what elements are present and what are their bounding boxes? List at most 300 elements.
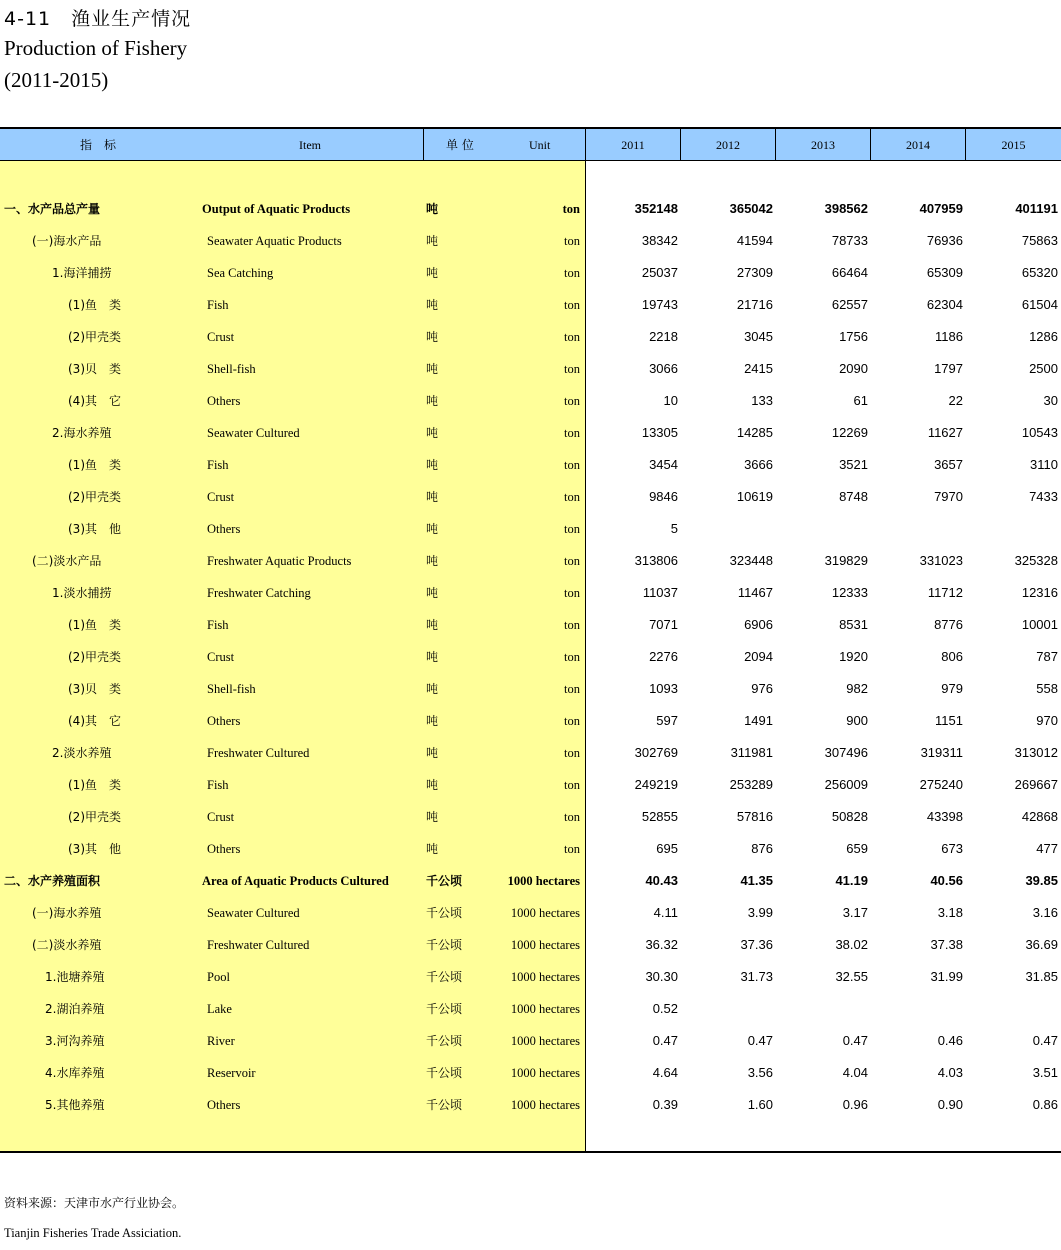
row-label-cn: 二、水产养殖面积 [4,874,101,888]
table-title-years: (2011-2015) [4,68,109,92]
header-indicator-cn: 指 标 [80,138,117,152]
row-label-en: Freshwater Cultured [207,746,310,760]
row-unit-en: ton [564,842,580,856]
value-2012: 1491 [744,713,773,728]
table-row [0,257,1061,289]
value-2013: 12269 [831,425,868,440]
value-2014: 65309 [926,265,963,280]
value-2015: 477 [1036,841,1058,856]
value-2012 [713,513,773,545]
value-2015: 1286 [1029,329,1058,344]
value-2014: 31.99 [930,969,963,984]
row-label-cn: (2)甲壳类 [68,490,121,504]
value-2015 [998,993,1058,1025]
table-row [0,193,1061,225]
row-label-cn: 1.池塘养殖 [45,970,105,984]
row-unit-en: ton [564,490,580,504]
row-unit-cn: 千公顷 [426,906,463,920]
value-2013: 61 [853,393,868,408]
value-2012: 10619 [736,489,773,504]
row-label-en: Crust [207,330,235,344]
row-unit-en: ton [564,714,580,728]
table-header [0,127,1061,161]
value-2011: 52855 [641,809,678,824]
row-unit-en: ton [564,778,580,792]
table-row [0,673,1061,705]
row-unit-cn: 吨 [426,650,439,664]
table-row [0,961,1061,993]
table-row [0,417,1061,449]
value-2011: 30.30 [645,969,678,984]
value-2015: 36.69 [1025,937,1058,952]
row-unit-en: 1000 hectares [510,1034,580,1048]
value-2014: 7970 [934,489,963,504]
row-unit-cn: 吨 [426,554,439,568]
value-2013: 66464 [831,265,868,280]
value-2014: 8776 [934,617,963,632]
value-2012: 976 [751,681,773,696]
row-label-cn: (二)淡水养殖 [32,938,102,952]
table-body [0,193,1061,1121]
value-2014: 331023 [919,553,963,568]
row-label-en: Seawater Aquatic Products [207,234,342,248]
value-2013 [808,513,868,545]
row-label-en: Seawater Cultured [207,426,300,440]
value-2013: 32.55 [835,969,868,984]
table-row [0,1025,1061,1057]
row-label-en: Area of Aquatic Products Cultured [202,874,389,888]
row-label-cn: (4)其 它 [68,714,121,728]
row-unit-en: 1000 hectares [510,1002,580,1016]
value-2015: 401191 [1015,201,1058,216]
row-label-cn: (2)甲壳类 [68,650,121,664]
row-unit-cn: 千公顷 [426,874,463,888]
value-2013: 0.96 [842,1097,868,1112]
row-unit-cn: 千公顷 [426,1034,463,1048]
row-label-cn: 4.水库养殖 [45,1066,105,1080]
row-label-cn: (1)鱼 类 [68,618,121,632]
header-year-2014: 2014 [870,129,965,160]
value-2011: 0.52 [652,1001,678,1016]
value-2011: 302769 [634,745,678,760]
value-2014: 806 [941,649,963,664]
value-2015: 10543 [1021,425,1058,440]
value-2015: 31.85 [1025,969,1058,984]
row-unit-en: ton [564,586,580,600]
value-2012: 133 [751,393,773,408]
value-2013: 2090 [839,361,868,376]
row-label-cn: (2)甲壳类 [68,810,121,824]
value-2013 [808,993,868,1025]
row-label-en: Others [207,1098,241,1112]
value-2015: 39.85 [1025,873,1058,888]
row-unit-en: ton [564,394,580,408]
value-2015: 7433 [1029,489,1058,504]
row-unit-cn: 吨 [426,522,439,536]
value-2014: 319311 [920,745,963,760]
value-2012: 1.60 [747,1097,773,1112]
value-2011: 1093 [649,681,678,696]
value-2011: 11037 [642,585,678,600]
value-2014: 275240 [919,777,963,792]
value-2011: 10 [663,393,678,408]
value-2012: 3.99 [747,905,773,920]
value-2011: 4.11 [653,905,678,920]
row-unit-cn: 吨 [426,842,439,856]
value-2011: 19743 [641,297,678,312]
value-2012: 3045 [744,329,773,344]
table-row [0,513,1061,545]
value-2014: 43398 [926,809,963,824]
header-year-2012: 2012 [680,129,775,160]
row-unit-en: ton [564,682,580,696]
value-2012: 323448 [729,553,773,568]
value-2013: 319829 [824,553,868,568]
value-2014: 76936 [926,233,963,248]
header-year-2013: 2013 [775,129,870,160]
value-2015: 30 [1043,393,1058,408]
value-2013: 982 [846,681,868,696]
row-label-en: Others [207,842,241,856]
row-label-cn: (一)海水产品 [32,234,102,248]
value-2015: 3110 [1030,457,1058,472]
value-2013: 1756 [839,329,868,344]
row-unit-cn: 吨 [426,362,439,376]
value-2011: 25037 [641,265,678,280]
header-item-en: Item [299,138,321,152]
value-2012: 31.73 [740,969,773,984]
row-label-cn: (3)其 他 [68,522,121,536]
value-2015: 42868 [1021,809,1058,824]
table-row [0,737,1061,769]
row-unit-en: ton [564,746,580,760]
row-label-en: Crust [207,490,235,504]
row-unit-en: ton [564,330,580,344]
value-2011: 5 [670,521,678,536]
table-row [0,641,1061,673]
value-2012: 3.56 [747,1065,773,1080]
row-label-cn: (4)其 它 [68,394,121,408]
row-unit-cn: 吨 [426,458,439,472]
row-label-en: Reservoir [207,1066,256,1080]
value-2015 [998,513,1058,545]
value-2013: 62557 [831,297,868,312]
value-2014: 1186 [935,329,963,344]
value-2012: 3666 [744,457,773,472]
row-label-en: Fish [207,458,229,472]
value-2014: 37.38 [930,937,963,952]
table-row [0,1057,1061,1089]
value-2015: 0.86 [1032,1097,1058,1112]
row-label-en: Shell-fish [207,682,256,696]
value-2012: 2094 [744,649,773,664]
value-2011: 352148 [634,201,678,216]
row-label-cn: (一)海水养殖 [32,906,102,920]
row-unit-en: 1000 hectares [507,874,580,888]
value-2011: 38342 [641,233,678,248]
value-2014: 4.03 [937,1065,963,1080]
row-label-cn: (2)甲壳类 [68,330,121,344]
value-2011: 0.39 [652,1097,678,1112]
value-2011: 4.64 [652,1065,678,1080]
row-label-en: Fish [207,778,229,792]
value-2013: 12333 [831,585,868,600]
row-label-en: Others [207,394,241,408]
row-unit-cn: 千公顷 [426,1066,463,1080]
value-2013: 3521 [839,457,868,472]
table-row [0,225,1061,257]
value-2014: 1797 [934,361,963,376]
value-2013: 256009 [824,777,868,792]
value-2013: 659 [846,841,868,856]
value-2013: 41.19 [835,873,868,888]
value-2012: 253289 [729,777,773,792]
row-unit-en: ton [564,618,580,632]
row-unit-cn: 吨 [426,714,439,728]
row-label-cn: 1.淡水捕捞 [52,586,112,600]
row-unit-cn: 吨 [426,618,439,632]
table-row [0,993,1061,1025]
row-unit-en: 1000 hectares [510,1098,580,1112]
value-2012: 365042 [729,201,773,216]
value-2013: 0.47 [842,1033,868,1048]
value-2015: 2500 [1029,361,1058,376]
value-2013: 900 [846,713,868,728]
row-unit-en: ton [564,458,580,472]
row-unit-en: ton [562,202,580,216]
value-2015: 970 [1036,713,1058,728]
row-unit-en: ton [564,522,580,536]
value-2011: 313806 [634,553,678,568]
value-2015: 313012 [1014,745,1058,760]
table-row [0,705,1061,737]
value-2012: 14285 [736,425,773,440]
row-unit-cn: 吨 [426,746,439,760]
row-unit-en: ton [564,362,580,376]
row-unit-cn: 千公顷 [426,938,463,952]
value-2013: 4.04 [842,1065,868,1080]
value-2011: 36.32 [645,937,678,952]
row-unit-cn: 千公顷 [426,1002,463,1016]
table-row [0,1089,1061,1121]
row-unit-en: ton [564,554,580,568]
value-2015: 10001 [1021,617,1058,632]
value-2015: 3.16 [1032,905,1058,920]
row-unit-cn: 吨 [426,426,439,440]
value-2015: 3.51 [1032,1065,1058,1080]
value-2015: 558 [1036,681,1058,696]
row-unit-cn: 吨 [426,778,439,792]
row-unit-cn: 吨 [426,586,439,600]
value-2012: 41.35 [740,873,773,888]
value-2014: 673 [941,841,963,856]
value-2011: 0.47 [652,1033,678,1048]
row-label-cn: (3)贝 类 [68,682,121,696]
row-label-en: Freshwater Catching [207,586,311,600]
row-unit-cn: 吨 [426,202,439,216]
row-unit-en: 1000 hectares [510,1066,580,1080]
row-label-cn: 2.海水养殖 [52,426,112,440]
row-unit-cn: 吨 [426,266,439,280]
value-2014: 1151 [935,713,963,728]
table-row [0,449,1061,481]
table-row [0,545,1061,577]
value-2014: 3657 [934,457,963,472]
value-2013: 38.02 [835,937,868,952]
value-2011: 3454 [649,457,678,472]
row-unit-cn: 吨 [426,298,439,312]
row-unit-cn: 吨 [426,394,439,408]
header-unit-cn: 单 位 [446,138,474,152]
value-2012: 6906 [744,617,773,632]
row-label-en: Pool [207,970,230,984]
row-unit-en: ton [564,266,580,280]
value-2012: 2415 [744,361,773,376]
row-label-en: Others [207,714,241,728]
table-title-cn: 4-11 渔业生产情况 [4,8,192,30]
value-2011: 695 [656,841,678,856]
value-2012: 57816 [736,809,773,824]
value-2011: 3066 [649,361,678,376]
table-row [0,833,1061,865]
value-2014: 979 [941,681,963,696]
table-row [0,289,1061,321]
value-2014: 407959 [919,201,963,216]
row-label-cn: (3)贝 类 [68,362,121,376]
row-label-en: Crust [207,650,235,664]
value-2013: 50828 [831,809,868,824]
value-2012: 27309 [736,265,773,280]
value-2012: 11467 [737,585,773,600]
value-2015: 75863 [1021,233,1058,248]
table-row [0,321,1061,353]
row-unit-en: ton [564,426,580,440]
row-label-en: Others [207,522,241,536]
value-2012: 876 [751,841,773,856]
value-2012: 0.47 [747,1033,773,1048]
value-2014: 3.18 [937,905,963,920]
row-label-cn: (1)鱼 类 [68,458,121,472]
row-unit-cn: 吨 [426,682,439,696]
value-2011: 249219 [634,777,678,792]
row-label-en: Fish [207,298,229,312]
table-row [0,897,1061,929]
row-unit-cn: 吨 [426,330,439,344]
row-label-cn: (二)淡水产品 [32,554,102,568]
table-bottom-rule [0,1151,1061,1153]
value-2015: 269667 [1014,777,1058,792]
table-row [0,609,1061,641]
row-label-en: Output of Aquatic Products [202,202,351,216]
table-row [0,577,1061,609]
table-row [0,801,1061,833]
row-label-cn: 一、水产品总产量 [4,202,101,216]
header-unit-en: Unit [529,138,551,152]
value-2015: 325328 [1014,553,1058,568]
row-label-en: Freshwater Cultured [207,938,310,952]
value-2013: 3.17 [842,905,868,920]
table-row [0,865,1061,897]
header-year-2015: 2015 [965,129,1061,160]
row-unit-cn: 吨 [426,490,439,504]
row-label-cn: 5.其他养殖 [45,1098,105,1112]
value-2014: 40.56 [930,873,963,888]
value-2011: 2218 [649,329,678,344]
row-unit-en: 1000 hectares [510,938,580,952]
source-note-cn: 资料来源：天津市水产行业协会。 [4,1196,185,1210]
value-2015: 65320 [1021,265,1058,280]
value-2015: 12316 [1021,585,1058,600]
row-label-en: Sea Catching [207,266,274,280]
row-unit-en: 1000 hectares [510,906,580,920]
row-unit-cn: 吨 [426,810,439,824]
table-title-en: Production of Fishery [4,36,188,60]
value-2012: 311981 [730,745,773,760]
value-2015: 61504 [1021,297,1058,312]
row-label-cn: 3.河沟养殖 [45,1034,105,1048]
value-2011: 13305 [641,425,678,440]
table-row [0,769,1061,801]
source-note-en: Tianjin Fisheries Trade Assiciation. [4,1226,182,1240]
value-2011: 597 [656,713,678,728]
value-2011: 40.43 [645,873,678,888]
value-2013: 8748 [839,489,868,504]
value-2012: 37.36 [740,937,773,952]
value-2014: 0.90 [937,1097,963,1112]
value-2013: 8531 [839,617,868,632]
value-2011: 2276 [649,649,678,664]
row-label-cn: 2.湖泊养殖 [45,1002,105,1016]
value-2014: 11627 [927,425,963,440]
header-year-2011: 2011 [585,129,680,160]
value-2013: 307496 [824,745,868,760]
value-2014: 22 [948,393,963,408]
row-label-cn: 1.海洋捕捞 [52,266,112,280]
value-2011: 7071 [649,617,678,632]
row-unit-en: ton [564,650,580,664]
value-2011: 9846 [649,489,678,504]
row-unit-cn: 千公顷 [426,1098,463,1112]
row-unit-en: ton [564,298,580,312]
value-2014: 0.46 [937,1033,963,1048]
row-unit-cn: 千公顷 [426,970,463,984]
row-label-cn: (1)鱼 类 [68,298,121,312]
value-2012: 21716 [736,297,773,312]
row-unit-en: ton [564,810,580,824]
row-label-en: Freshwater Aquatic Products [207,554,352,568]
table-row [0,481,1061,513]
row-label-cn: (3)其 他 [68,842,121,856]
row-label-cn: (1)鱼 类 [68,778,121,792]
row-label-en: Seawater Cultured [207,906,300,920]
value-2013: 398562 [824,201,868,216]
row-unit-cn: 吨 [426,234,439,248]
row-label-cn: 2.淡水养殖 [52,746,112,760]
value-2014 [903,513,963,545]
row-label-en: River [207,1034,235,1048]
value-2015: 787 [1036,649,1058,664]
table-row [0,929,1061,961]
value-2014: 11712 [927,585,963,600]
value-2014 [903,993,963,1025]
row-label-en: Shell-fish [207,362,256,376]
row-label-en: Fish [207,618,229,632]
row-label-en: Crust [207,810,235,824]
row-unit-en: ton [564,234,580,248]
row-label-en: Lake [207,1002,232,1016]
value-2012 [713,993,773,1025]
value-2014: 62304 [926,297,963,312]
